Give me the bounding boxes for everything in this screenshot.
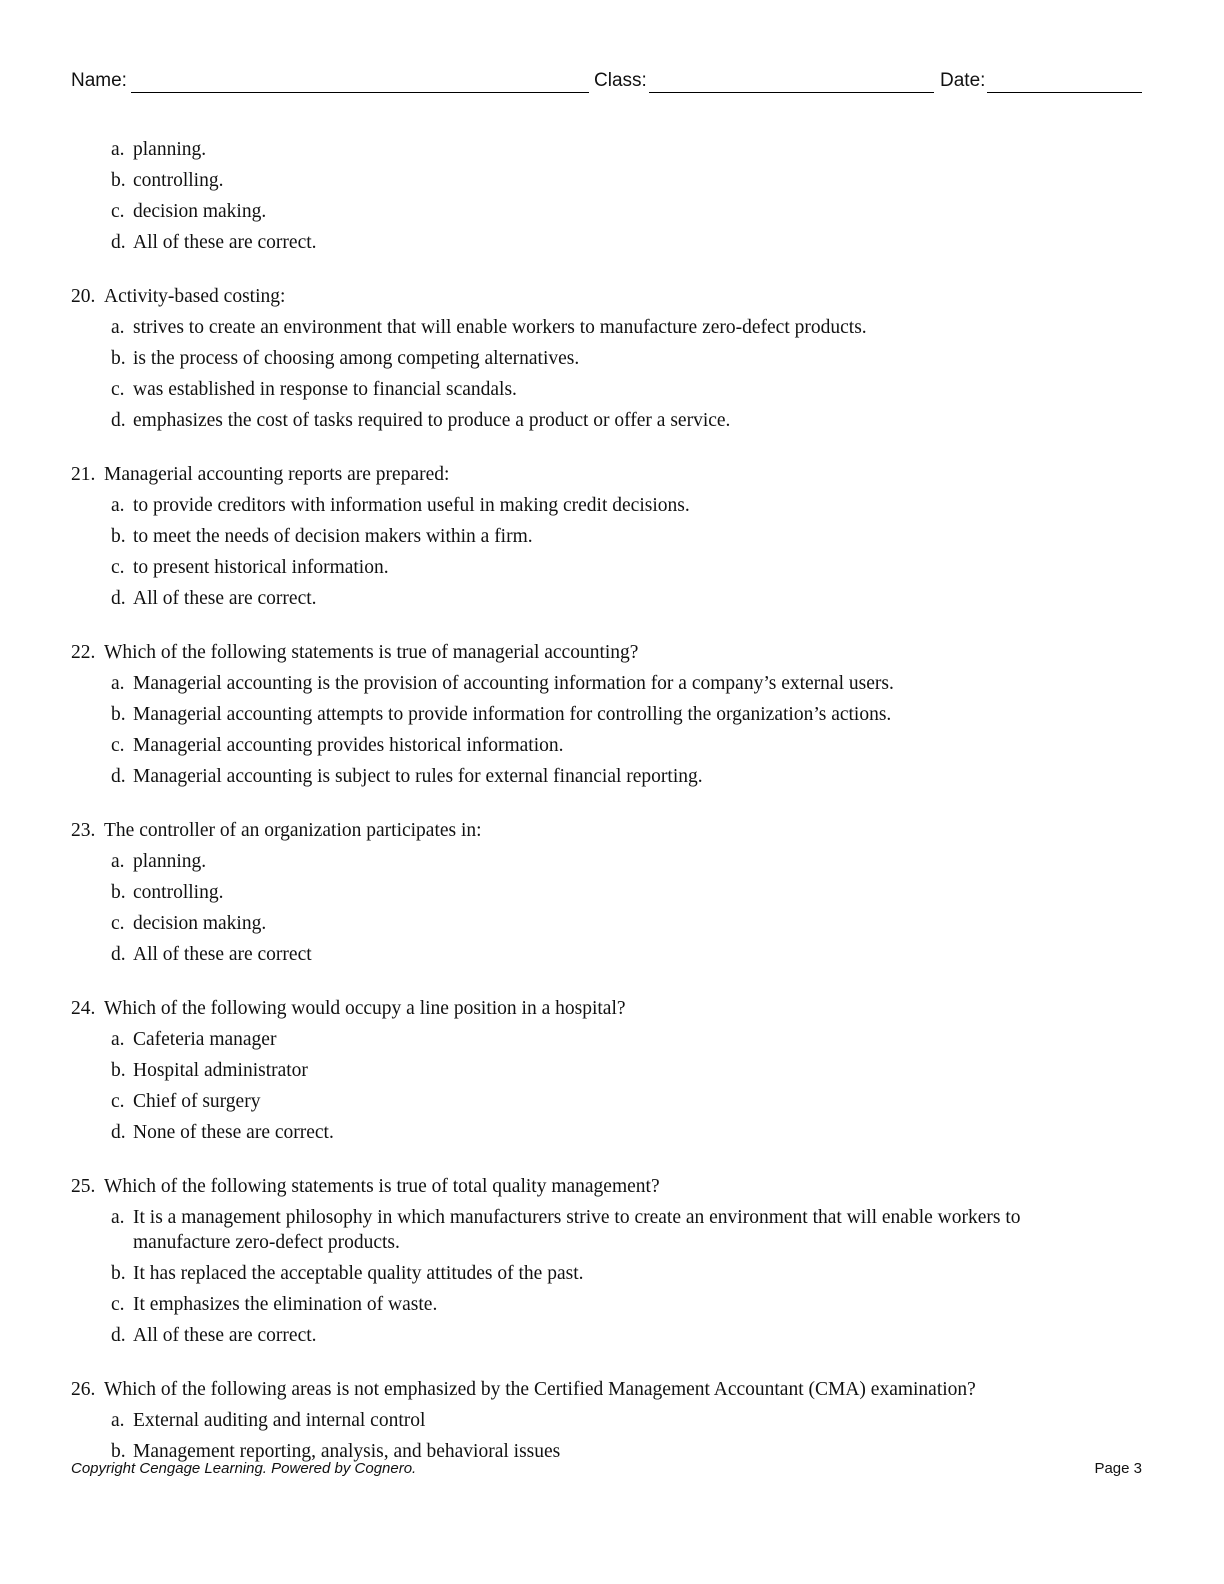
option bbox=[71, 583, 1151, 614]
option-letter: d. bbox=[111, 588, 126, 609]
option bbox=[71, 668, 1151, 699]
page-number: Page 3 bbox=[1094, 1460, 1142, 1477]
copyright-notice: Copyright Cengage Learning. Powered by Cognero. bbox=[71, 1460, 417, 1477]
option bbox=[71, 343, 1151, 374]
option-letter: a. bbox=[111, 851, 125, 872]
option-text: It is a management philosophy in which manufacturers strive to create an environment that will enable workers to manufacture zero-defect products. bbox=[133, 1207, 1021, 1253]
question-26 bbox=[71, 1374, 1151, 1467]
option bbox=[71, 405, 1151, 436]
option bbox=[71, 312, 1151, 343]
question-stem bbox=[71, 815, 1151, 846]
option-letter: d. bbox=[111, 944, 126, 965]
option bbox=[71, 552, 1151, 583]
option bbox=[71, 134, 1151, 165]
name-label: Name: bbox=[71, 70, 127, 91]
option-text: Managerial accounting provides historical information. bbox=[133, 735, 564, 756]
option-letter: b. bbox=[111, 526, 126, 547]
question-19-continued bbox=[71, 134, 1151, 258]
option-letter: b. bbox=[111, 1263, 126, 1284]
option bbox=[71, 227, 1151, 258]
question-stem bbox=[71, 1171, 1151, 1202]
option-letter: d. bbox=[111, 232, 126, 253]
option bbox=[71, 699, 1151, 730]
question-stem bbox=[71, 993, 1151, 1024]
option-text: It emphasizes the elimination of waste. bbox=[133, 1294, 438, 1315]
date-label: Date: bbox=[940, 70, 986, 91]
option-letter: b. bbox=[111, 348, 126, 369]
page-footer bbox=[71, 1460, 1142, 1482]
date-blank-line bbox=[987, 92, 1142, 93]
option-letter: b. bbox=[111, 1441, 126, 1462]
option-text: planning. bbox=[133, 851, 207, 872]
option bbox=[71, 196, 1151, 227]
question-stem bbox=[71, 637, 1151, 668]
option bbox=[71, 1117, 1151, 1148]
option bbox=[71, 1086, 1151, 1117]
question-22 bbox=[71, 637, 1151, 792]
class-label: Class: bbox=[594, 70, 647, 91]
name-blank-line bbox=[131, 92, 589, 93]
option bbox=[71, 1258, 1151, 1289]
question-number: 25. bbox=[71, 1176, 96, 1197]
option-text: to present historical information. bbox=[133, 557, 389, 578]
question-number: 24. bbox=[71, 998, 96, 1019]
option bbox=[71, 1320, 1151, 1351]
option-letter: a. bbox=[111, 673, 125, 694]
option bbox=[71, 1024, 1151, 1055]
question-20 bbox=[71, 281, 1151, 436]
option-letter: c. bbox=[111, 1091, 125, 1112]
option bbox=[71, 490, 1151, 521]
question-content bbox=[71, 134, 1151, 1490]
option-text: emphasizes the cost of tasks required to produce a product or offer a service. bbox=[133, 410, 731, 431]
option-text: Managerial accounting is the provision of accounting information for a company’s external users. bbox=[133, 673, 894, 694]
question-number: 21. bbox=[71, 464, 96, 485]
option-text: Managerial accounting attempts to provide information for controlling the organization’s actions. bbox=[133, 704, 892, 725]
question-text: The controller of an organization participates in: bbox=[104, 820, 482, 841]
option-text: All of these are correct bbox=[133, 944, 312, 965]
question-text: Activity-based costing: bbox=[104, 286, 286, 307]
question-text: Which of the following statements is true of total quality management? bbox=[104, 1176, 660, 1197]
option-letter: c. bbox=[111, 201, 125, 222]
option-letter: b. bbox=[111, 882, 126, 903]
option-text: is the process of choosing among competing alternatives. bbox=[133, 348, 580, 369]
option bbox=[71, 165, 1151, 196]
option-text: was established in response to financial scandals. bbox=[133, 379, 517, 400]
question-24 bbox=[71, 993, 1151, 1148]
question-stem bbox=[71, 281, 1151, 312]
option bbox=[71, 939, 1151, 970]
question-stem bbox=[71, 1374, 1151, 1405]
option-text: It has replaced the acceptable quality attitudes of the past. bbox=[133, 1263, 584, 1284]
option-letter: d. bbox=[111, 1325, 126, 1346]
option-text: Management reporting, analysis, and behavioral issues bbox=[133, 1441, 561, 1462]
option bbox=[71, 761, 1151, 792]
question-text: Which of the following areas is not emphasized by the Certified Management Accountant (CMA) examination? bbox=[104, 1379, 976, 1400]
question-23 bbox=[71, 815, 1151, 970]
question-number: 20. bbox=[71, 286, 96, 307]
option-text: External auditing and internal control bbox=[133, 1410, 426, 1431]
option-text: Chief of surgery bbox=[133, 1091, 261, 1112]
option-text: planning. bbox=[133, 139, 207, 160]
option-letter: c. bbox=[111, 379, 125, 400]
option-letter: a. bbox=[111, 317, 125, 338]
option-text: controlling. bbox=[133, 170, 224, 191]
option bbox=[71, 1289, 1151, 1320]
option bbox=[71, 374, 1151, 405]
option-letter: a. bbox=[111, 1029, 125, 1050]
class-blank-line bbox=[649, 92, 934, 93]
question-text: Managerial accounting reports are prepared: bbox=[104, 464, 450, 485]
question-25 bbox=[71, 1171, 1151, 1351]
option bbox=[71, 730, 1151, 761]
option bbox=[71, 846, 1151, 877]
option-text: decision making. bbox=[133, 201, 267, 222]
option-letter: d. bbox=[111, 410, 126, 431]
option-text: None of these are correct. bbox=[133, 1122, 334, 1143]
question-number: 23. bbox=[71, 820, 96, 841]
option bbox=[71, 877, 1151, 908]
option-text: All of these are correct. bbox=[133, 1325, 317, 1346]
option-text: All of these are correct. bbox=[133, 232, 317, 253]
option-letter: d. bbox=[111, 766, 126, 787]
question-text: Which of the following would occupy a line position in a hospital? bbox=[104, 998, 626, 1019]
option bbox=[71, 1055, 1151, 1086]
question-21 bbox=[71, 459, 1151, 614]
question-stem bbox=[71, 459, 1151, 490]
option-letter: c. bbox=[111, 557, 125, 578]
option bbox=[71, 1405, 1151, 1436]
option-letter: c. bbox=[111, 735, 125, 756]
option-text: controlling. bbox=[133, 882, 224, 903]
student-info-header bbox=[71, 70, 1142, 98]
option-letter: a. bbox=[111, 495, 125, 516]
option-letter: b. bbox=[111, 170, 126, 191]
option-text: strives to create an environment that will enable workers to manufacture zero-defect products. bbox=[133, 317, 867, 338]
option-letter: c. bbox=[111, 913, 125, 934]
option bbox=[71, 908, 1151, 939]
question-number: 26. bbox=[71, 1379, 96, 1400]
question-number: 22. bbox=[71, 642, 96, 663]
option-letter: b. bbox=[111, 704, 126, 725]
option-letter: a. bbox=[111, 1207, 125, 1228]
option bbox=[71, 1202, 1151, 1258]
option-text: to provide creditors with information useful in making credit decisions. bbox=[133, 495, 690, 516]
option-letter: b. bbox=[111, 1060, 126, 1081]
question-text: Which of the following statements is true of managerial accounting? bbox=[104, 642, 639, 663]
option-text: Managerial accounting is subject to rules for external financial reporting. bbox=[133, 766, 703, 787]
option-text: to meet the needs of decision makers within a firm. bbox=[133, 526, 533, 547]
option-letter: c. bbox=[111, 1294, 125, 1315]
option-text: Cafeteria manager bbox=[133, 1029, 277, 1050]
option-letter: a. bbox=[111, 139, 125, 160]
option-text: decision making. bbox=[133, 913, 267, 934]
option-letter: d. bbox=[111, 1122, 126, 1143]
option bbox=[71, 521, 1151, 552]
option-letter: a. bbox=[111, 1410, 125, 1431]
option-text: Hospital administrator bbox=[133, 1060, 308, 1081]
option-text: All of these are correct. bbox=[133, 588, 317, 609]
